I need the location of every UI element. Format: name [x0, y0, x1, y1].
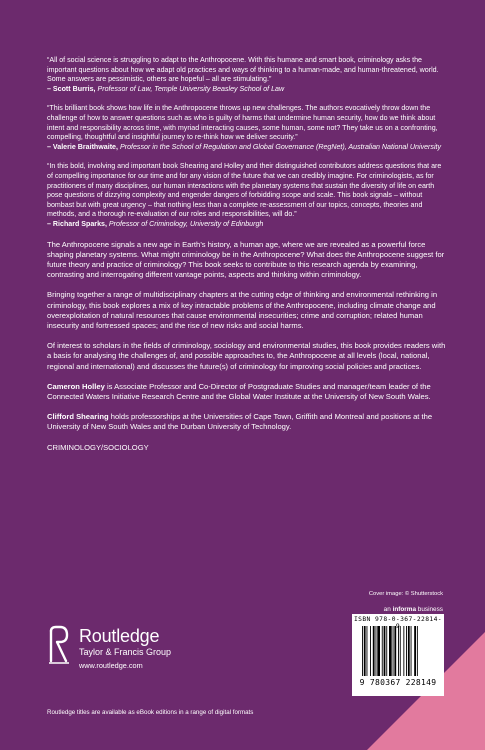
endorsement-attribution: [47, 143, 447, 153]
author-name: Clifford Shearing: [47, 412, 109, 422]
publisher-name: Routledge: [79, 626, 160, 646]
barcode-bar: [398, 626, 399, 676]
endorsement-attribution: [47, 85, 447, 95]
back-cover-text: [47, 56, 447, 463]
barcode-bar: [364, 626, 366, 676]
barcode-bar: [384, 626, 386, 676]
ebook-note: Routledge titles are available as eBook editions in a range of digital formats: [47, 709, 254, 716]
endorsement-quote: “This brilliant book shows how life in the Anthropocene throws up new challenges. The authors evocatively throw down the challenge of how to answer questions such as who is guilty of harms that undermine human security, how do we think about intent and responsibility across time, with myriad interacting causes, some human, some not? They take us on a confronting, compelling, thoughtful and insightful journey to re-think how we deliver security.”: [47, 104, 438, 142]
barcode-bar: [406, 626, 407, 676]
barcode-bar: [386, 626, 387, 676]
endorser-affiliation: Professor of Law, Temple University Beasley School of Law: [97, 84, 285, 93]
barcode-bar: [377, 626, 380, 676]
description-paragraph: Bringing together a range of multidisciplinary chapters at the cutting edge of thinking and environmental rethinking in criminology, this book explores a mix of key intractable problems of the Anthropocene, including climate change and overexploitation of natural resources that cause environmental insecurities; crime and corruption; related human insecurity and fortressed spaces; and the rise of new risks and social harms.: [47, 290, 438, 330]
author-bio: [47, 382, 447, 402]
barcode-bar: [373, 626, 375, 676]
informa-brand: informa: [392, 606, 416, 613]
publisher-website: www.routledge.com: [79, 661, 143, 670]
endorser-name: – Scott Burris,: [47, 84, 96, 93]
barcode-bar: [403, 626, 404, 676]
endorsement-1: [47, 56, 447, 94]
routledge-r-icon: [48, 625, 70, 665]
informa-business-line: an informa business: [383, 606, 443, 613]
barcode-bar: [394, 626, 396, 676]
barcode-bar: [367, 626, 368, 676]
isbn-label: ISBN 978-0-367-22814-9: [353, 616, 442, 630]
barcode-bar: [414, 626, 416, 676]
barcode-bar: [400, 626, 401, 676]
subject-category: CRIMINOLOGY/SOCIOLOGY: [47, 442, 149, 452]
cover-image-credit: Cover image: © Shutterstock: [368, 591, 443, 597]
barcode-digits: 9 780367 228149: [359, 678, 437, 687]
barcode-bar: [393, 626, 394, 676]
description-paragraph: The Anthropocene signals a new age in Earth’s history, a human age, where we are revealed as a powerful force shaping planetary systems. What might criminology be in the Anthropocene? What does the Anthropocene suggest for future theory and practice of criminology? This book seeks to contribute to this research agenda by examining, contrasting and interrogating different vantage points, aspects and thinking within criminology.: [47, 239, 445, 280]
endorser-affiliation: Professor of Criminology, University of Edinburgh: [108, 219, 264, 228]
barcode-bar: [362, 626, 363, 676]
author-bio-text: holds professorships at the Universities of Cape Town, Griffith and Montreal and positions at the University of New South Wales and the Durban University of Technology.: [47, 412, 433, 432]
endorsement-attribution: [47, 220, 447, 230]
author-name: Cameron Holley: [47, 381, 105, 391]
barcode-bars: [362, 626, 438, 676]
barcode-bar: [389, 626, 392, 676]
publisher-group: Taylor & Francis Group: [79, 647, 172, 657]
endorsement-quote: “In this bold, involving and important book Shearing and Holley and their distinguished contributors address questions that are of compelling importance for our time and for any vision of the future that we can credibly imagine. For criminologists, as for practitioners of many disciplines, our human interactions with the planetary systems that sustain the diversity of life on earth pose questions of dizzying complexity and engender dangers of forbidding scope and scale. This book signals – without bombast but with great urgency – that nothing less than a complete re-assessment of our topics, concepts, theories and methods, and a thorough re-evaluation of our roles and responsibilities, will do.”: [47, 162, 442, 219]
endorsement-quote: “All of social science is struggling to adapt to the Anthropocene. With this humane and smart book, criminology asks the important questions about how we adapt old practices and ways of thinking to a human-made, and human-threatened, world. Some answers are pessimistic, others are hopeful – all are stimulating.”: [47, 56, 439, 84]
endorsement-3: [47, 162, 447, 229]
barcode-bar: [417, 626, 418, 676]
description-paragraph: Of interest to scholars in the fields of criminology, sociology and environmental studies, this book provides readers with a basis for analysing the challenges of, and possible approaches to, the Anthropocene at all levels (local, national, regional and international) and discusses the future(s) of criminology for improving social policies and practices.: [47, 341, 446, 371]
endorser-name: – Valerie Braithwaite,: [47, 142, 118, 151]
endorser-name: – Richard Sparks,: [47, 219, 107, 228]
barcode-bar: [411, 626, 412, 676]
barcode-bar: [376, 626, 377, 676]
endorser-affiliation: Professor in the School of Regulation and Global Governance (RegNet), Australian National University: [119, 142, 442, 151]
author-bio-text: is Associate Professor and Co-Director of Postgraduate Studies and manager/team leader of the Connected Waters Initiative Research Centre and the Global Water Institute at the University of New South Wales.: [47, 381, 431, 401]
author-bio: [47, 412, 447, 432]
barcode-bar: [408, 626, 410, 676]
endorsement-2: [47, 104, 447, 152]
isbn-barcode: [352, 614, 444, 696]
barcode-bar: [382, 626, 383, 676]
barcode-bar: [370, 626, 371, 676]
